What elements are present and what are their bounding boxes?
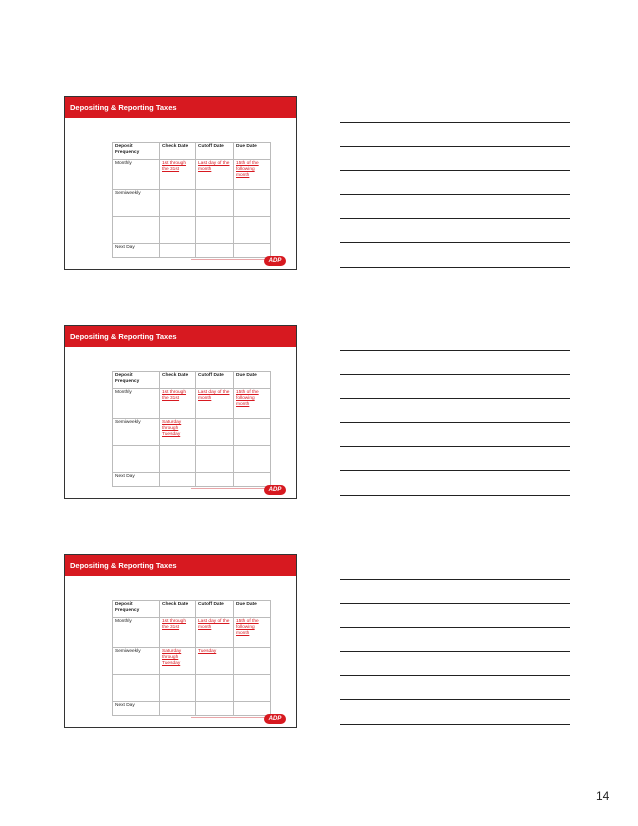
check-date-cell: Saturday through Tuesday <box>160 648 196 675</box>
table-row <box>113 618 271 648</box>
note-line <box>340 170 570 171</box>
due-date-cell <box>234 473 271 487</box>
check-date-cell: 1st through the 31st <box>160 160 196 190</box>
note-line <box>340 627 570 628</box>
table-header: Check Date <box>160 143 196 160</box>
table-row <box>113 648 271 675</box>
due-date-cell <box>234 419 271 446</box>
row-label <box>113 217 160 244</box>
logo-swoosh <box>191 717 266 718</box>
note-line <box>340 699 570 700</box>
table-header-row <box>113 601 271 618</box>
note-line <box>340 651 570 652</box>
note-line <box>340 350 570 351</box>
table-row <box>113 389 271 419</box>
due-date-cell <box>234 702 271 716</box>
adp-logo: ADP <box>264 256 286 266</box>
table-header: Deposit Frequency <box>113 143 160 160</box>
due-date-cell <box>234 244 271 258</box>
tax-table <box>112 600 271 716</box>
table-header: Due Date <box>234 143 271 160</box>
logo-swoosh <box>191 488 266 489</box>
note-line <box>340 675 570 676</box>
check-date-cell: Saturday through Tuesday <box>160 419 196 446</box>
table-header: Deposit Frequency <box>113 372 160 389</box>
adp-logo: ADP <box>264 485 286 495</box>
row-label: Monthly <box>113 389 160 419</box>
table-header-row <box>113 372 271 389</box>
check-date-cell <box>160 190 196 217</box>
slide-2 <box>64 325 297 499</box>
note-line <box>340 242 570 243</box>
adp-logo: ADP <box>264 714 286 724</box>
table-row <box>113 702 271 716</box>
note-line <box>340 267 570 268</box>
cutoff-date-cell <box>196 419 234 446</box>
note-line <box>340 146 570 147</box>
note-line <box>340 398 570 399</box>
tax-table <box>112 142 271 258</box>
check-date-cell <box>160 244 196 258</box>
table-row <box>113 190 271 217</box>
slide-title: Depositing & Reporting Taxes <box>65 97 296 118</box>
note-line <box>340 603 570 604</box>
row-label: Next Day <box>113 702 160 716</box>
due-date-cell <box>234 675 271 702</box>
cutoff-date-cell: Last day of the month <box>196 389 234 419</box>
cutoff-date-cell: Last day of the month <box>196 618 234 648</box>
note-line <box>340 374 570 375</box>
table-header-row <box>113 143 271 160</box>
table-row <box>113 217 271 244</box>
note-line <box>340 122 570 123</box>
row-label: Monthly <box>113 618 160 648</box>
table-header: Deposit Frequency <box>113 601 160 618</box>
note-line <box>340 470 570 471</box>
check-date-cell <box>160 473 196 487</box>
check-date-cell <box>160 675 196 702</box>
table-header: Due Date <box>234 601 271 618</box>
row-label: Monthly <box>113 160 160 190</box>
cutoff-date-cell <box>196 675 234 702</box>
table-row <box>113 244 271 258</box>
table-header: Due Date <box>234 372 271 389</box>
due-date-cell <box>234 217 271 244</box>
note-line <box>340 579 570 580</box>
due-date-cell <box>234 648 271 675</box>
cutoff-date-cell <box>196 244 234 258</box>
cutoff-date-cell <box>196 190 234 217</box>
logo-swoosh <box>191 259 266 260</box>
check-date-cell <box>160 702 196 716</box>
check-date-cell <box>160 446 196 473</box>
table-header: Check Date <box>160 601 196 618</box>
cutoff-date-cell <box>196 217 234 244</box>
row-label <box>113 675 160 702</box>
table-header: Check Date <box>160 372 196 389</box>
cutoff-date-cell <box>196 702 234 716</box>
cutoff-date-cell: Tuesday <box>196 648 234 675</box>
row-label: Semiweekly <box>113 419 160 446</box>
slide-title: Depositing & Reporting Taxes <box>65 326 296 347</box>
row-label: Next Day <box>113 473 160 487</box>
table-row <box>113 419 271 446</box>
row-label: Semiweekly <box>113 648 160 675</box>
note-line <box>340 422 570 423</box>
table-row <box>113 675 271 702</box>
table-header: Cutoff Date <box>196 601 234 618</box>
note-line <box>340 446 570 447</box>
due-date-cell: 15th of the following month <box>234 160 271 190</box>
note-line <box>340 218 570 219</box>
table-header: Cutoff Date <box>196 372 234 389</box>
tax-table <box>112 371 271 487</box>
check-date-cell <box>160 217 196 244</box>
due-date-cell <box>234 446 271 473</box>
due-date-cell: 15th of the following month <box>234 618 271 648</box>
slide-3 <box>64 554 297 728</box>
row-label: Semiweekly <box>113 190 160 217</box>
page-number: 14 <box>596 789 610 803</box>
row-label: Next Day <box>113 244 160 258</box>
due-date-cell <box>234 190 271 217</box>
cutoff-date-cell <box>196 473 234 487</box>
cutoff-date-cell: Last day of the month <box>196 160 234 190</box>
table-row <box>113 446 271 473</box>
slide-1 <box>64 96 297 270</box>
note-line <box>340 194 570 195</box>
note-line <box>340 495 570 496</box>
check-date-cell: 1st through the 31st <box>160 618 196 648</box>
table-row <box>113 473 271 487</box>
cutoff-date-cell <box>196 446 234 473</box>
table-header: Cutoff Date <box>196 143 234 160</box>
row-label <box>113 446 160 473</box>
note-line <box>340 724 570 725</box>
check-date-cell: 1st through the 31st <box>160 389 196 419</box>
table-row <box>113 160 271 190</box>
due-date-cell: 15th of the following month <box>234 389 271 419</box>
slide-title: Depositing & Reporting Taxes <box>65 555 296 576</box>
